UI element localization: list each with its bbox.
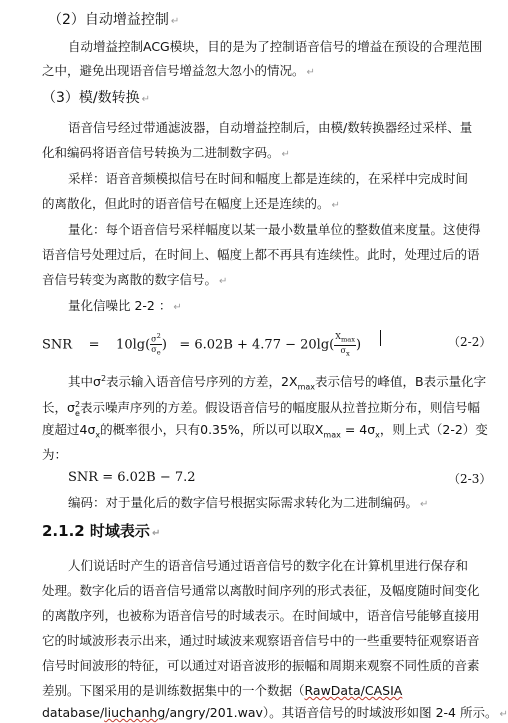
quantization-line: 量化：每个语音信号采样幅度以某一最小数量单位的整数值来度量。这使得 [68,222,481,237]
section-heading-adc: （3）模/数转换 ↵ [42,90,151,106]
body-line: database/liuchanhg/angry/201.wav）。其语音信号的时域波形如图 2-4 所示。 ↵ [42,705,508,720]
equation-snr: SNR = 10lg( $\frac{\sigma^2}{\sigma_e}$ ) = 6.02B + 4.77 − 20lg( $\frac{X_{max}}{\sigma_x}$ ) [42,332,362,358]
quantization-line: 语音信号处理过后，在时间上、幅度上都不再具有连续性。此时，处理过后的语 [42,247,480,262]
body-line: 的离散序列，也被称为语音信号的时域表示。在时间域中，语音信号能够直接用 [42,608,480,623]
quantization-line: 音信号转变为离散的数字信号。 ↵ [42,272,228,287]
sampling-line: 的离散化，但此时的语音信号在幅度上还是连续的。 ↵ [42,196,340,211]
explanation-line: 为： [42,447,68,462]
paragraph-line: 之中，避免出现语音信号增益忽大忽小的情况。 ↵ [42,63,315,78]
paragraph-line: 语音信号经过带通滤波器，自动增益控制后，由模/数转换器经过采样、量 [68,120,473,135]
subsection-heading: 2.1.2 时域表示 ↵ [42,522,161,540]
explanation-line: 长，$\sigma^2_e$表示噪声序列的方差。假设语音信号的幅度服从拉普拉斯分布，则信号幅 [42,400,480,418]
body-line: 处理。数字化后的语音信号通常以离散时间序列的形式表征，及幅度随时间变化 [42,583,480,598]
equation-number: （2-2） [448,335,492,349]
body-line: 信号时间波形的特征，可以通过对语音波形的振幅和周期来观察不同性质的音素 [42,658,480,673]
explanation-line: 其中$\sigma^2$表示输入语音信号序列的方差，$2X_{max}$表示信号的峰值，B表示量化字 [68,374,487,392]
explanation-line: 度超过$4\sigma_x$的概率很小，只有0.35%，所以可以取$X_{max} = 4\sigma_x$，则上式（2-2）变 [42,422,488,440]
paragraph-line: 自动增益控制ACG模块，目的是为了控制语音信号的增益在预设的合理范围 [68,39,483,54]
snr-label: 量化信噪比 2-2 ： ↵ [68,298,182,313]
equation-snr-simplified: SNR = 6.02B − 7.2 [68,470,196,485]
section-heading-agc: （2）自动增益控制 ↵ [48,12,180,28]
equation-number: （2-3） [448,472,492,486]
text-cursor [380,330,381,346]
encoding-line: 编码：对于量化后的数字信号根据实际需求转化为二进制编码。 ↵ [68,495,429,510]
paragraph-line: 化和编码将语音信号转换为二进制数字码。 ↵ [42,145,290,160]
body-line: 人们说话时产生的语音信号通过语音信号的数字化在计算机里进行保存和 [68,558,469,573]
body-line: 它的时域波形表示出来，通过时域波来观察语音信号中的一些重要特征观察语音 [42,633,480,648]
body-line: 差别。下图采用的是训练数据集中的一个数据（RawData/CASIA [42,683,403,698]
sampling-line: 采样：语音音频模拟信号在时间和幅度上都是连续的，在采样中完成时间 [68,171,469,186]
